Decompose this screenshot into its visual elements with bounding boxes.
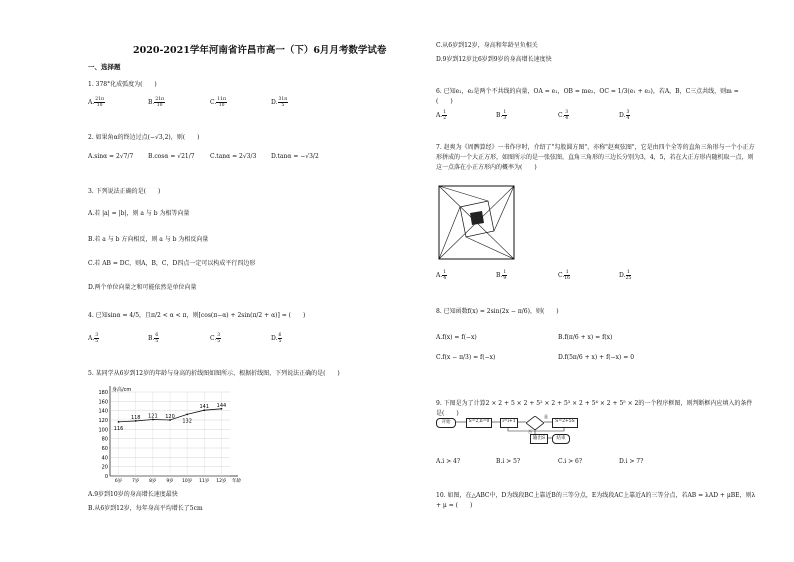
q1-option-a: A. $\frac{21\pi}{10}$ [88, 97, 104, 108]
question-10-stem: 10. 如图，在△ABC中，D为线段BC上靠近B的三等分点，E为线段AC上靠近A的三等分点，若AB = λAD + μBE，则λ + μ = ( ) [436, 492, 756, 509]
q5-option-d: D.9岁到12岁比6岁到9岁的身高增长速度快 [436, 56, 552, 63]
left-column [88, 0, 388, 562]
q4-option-a: A. $\frac{3}{5}$ [88, 333, 99, 344]
zhao-shuang-string-diagram [438, 185, 516, 261]
flow-yes-label: 是 [544, 414, 548, 419]
right-column [436, 0, 766, 562]
flow-output: 输出S [530, 434, 548, 444]
x-tick-label: 10岁 [182, 479, 193, 484]
flow-update: S=2+5S [552, 418, 578, 428]
y-tick-label: 160 [98, 399, 108, 406]
y-tick-label: 40 [101, 455, 108, 462]
question-1-stem: 1. 378°化成弧度为( ) [88, 81, 157, 88]
q7-option-c: C. $\frac{1}{16}$ [558, 270, 571, 281]
y-tick-label: 60 [101, 446, 108, 452]
q1-option-c: C. $\frac{11\pi}{10}$ [210, 97, 226, 108]
q9-option-d: D.i > 7? [619, 458, 644, 465]
q3-option-a: A.若 |a| = |b|，则 a 与 b 为相等向量 [88, 210, 190, 217]
q6-option-d: D. $\frac{3}{4}$ [619, 110, 630, 121]
flowchart [436, 414, 596, 454]
q3-option-b: B.若 a 与 b 方向相反，则 a 与 b 为相反向量 [88, 236, 209, 243]
question-2-stem: 2. 如果角α的终边过点(−√3,2)，则( ) [88, 134, 200, 141]
q8-option-b: B.f(π/6 + x) = f(x) [558, 334, 613, 341]
question-4-stem: 4. 已知sinα = 4/5，且π/2 < α < π，则[cos(π−α) + 2sin(π/2 + α)] = ( ) [88, 312, 306, 319]
data-label: 132 [182, 418, 192, 425]
y-tick-label: 120 [98, 418, 108, 424]
x-tick-label: 9岁 [166, 479, 174, 484]
question-7-stem: 7. 赵爽为《周髀算经》一书作序时，介绍了"勾股圆方图"，亦称"赵爽弦图"，它是由四个全等的直角三角形与一个小正方形拼成的一个大正方形，如图所示的是一张弦图，直角三角形的三边长分别为3，4，5，若在大正方形内随机取一点，则这一点落在小正方形内的概率为( ) [436, 144, 755, 171]
q1-option-b: B. $\frac{21\pi}{10}$ [148, 97, 165, 108]
flow-start: 开始 [436, 418, 456, 428]
q5-option-b: B.从6岁到12岁，每年身高平均增长了5cm [88, 505, 203, 512]
q9-option-c: C.i > 6? [558, 458, 583, 465]
q6-option-b: B. $\frac{1}{3}$ [496, 110, 507, 121]
x-tick-label: 11岁 [199, 479, 210, 484]
x-tick-label: 7岁 [132, 479, 140, 484]
data-label: 120 [165, 414, 175, 420]
flow-increment: i=i+1 [500, 418, 518, 428]
q8-option-a: A.f(x) = f(−x) [436, 334, 477, 341]
q5-option-a: A.9岁到10岁的身高增长速度最快 [88, 491, 178, 498]
height-line-chart [88, 378, 248, 484]
q8-option-c: C.f(x − π/3) = f(−x) [436, 354, 496, 361]
question-5-stem: 5. 某同学从6岁到12岁的年龄与身高的折线图如图所示，根据折线图，下列说法正确的是( ) [88, 370, 340, 377]
q1-option-d: D. $\frac{31\pi}{5}$ [271, 97, 288, 108]
y-axis-label: 身高/cm [112, 387, 132, 393]
x-tick-label: 8岁 [149, 479, 157, 484]
y-tick-label: 100 [98, 427, 108, 434]
q3-option-d: D.两个单位向量之和可能依然是单位向量 [88, 284, 197, 291]
flow-end: 结束 [552, 434, 570, 444]
y-tick-label: 0 [104, 474, 108, 480]
q3-option-c: C.若 AB = DC，则A，B，C，D四点一定可以构成平行四边形 [88, 260, 256, 267]
x-axis-label: 年龄 [232, 479, 241, 484]
flow-no-label: 否 [528, 429, 532, 434]
question-9-stem: 9. 下图是为了计算2 × 2 + 5 × 2 + 5² × 2 + 5³ × 2 + 5⁴ × 2 + 5⁵ × 2的一个程序框图，则判断框内应填入的条件是( ) [436, 400, 753, 417]
x-tick-label: 12岁 [216, 479, 227, 484]
data-label: 141 [199, 404, 210, 411]
x-tick-label: 6岁 [114, 479, 123, 484]
y-tick-label: 180 [98, 390, 108, 396]
data-label: 121 [148, 413, 158, 420]
flow-init: S=2,n=0 [466, 418, 492, 428]
question-8-stem: 8. 已知函数f(x) = 2sin(2x − π/6)，则( ) [436, 308, 559, 315]
data-label: 118 [130, 414, 141, 421]
q5-option-c: C.从6岁到12岁，身高和年龄呈负相关 [436, 42, 538, 49]
q2-option-c: C.tanα = 2√3/3 [210, 153, 257, 160]
q4-option-d: D. $\frac{6}{5}$ [271, 333, 282, 344]
q7-option-d: D. $\frac{1}{25}$ [619, 270, 632, 281]
question-3-stem: 3. 下列说法正确的是( ) [88, 188, 161, 195]
q7-option-b: B. $\frac{1}{9}$ [496, 270, 507, 281]
data-point [118, 421, 120, 423]
q9-option-b: B.i > 5? [496, 458, 521, 465]
q4-option-c: C. $\frac{3}{5}$ [210, 333, 221, 344]
q9-option-a: A.i > 4? [436, 458, 461, 465]
data-point [186, 414, 188, 416]
y-tick-label: 20 [101, 464, 108, 471]
y-tick-label: 140 [98, 408, 108, 415]
q2-option-d: D.tanα = −√3/2 [271, 153, 319, 160]
data-label: 116 [113, 425, 124, 432]
q2-option-b: B.cosα = √21/7 [148, 153, 195, 160]
question-6-stem: 6. 已知e₁，e₂是两个不共线的向量，OA = e₁，OB = me₂，OC = 1/3(e₁ + e₂)，若A，B，C三点共线，则m = ( ) [436, 88, 739, 105]
q6-option-a: A. $\frac{1}{2}$ [436, 110, 447, 121]
data-label: 144 [216, 402, 227, 409]
q6-option-c: C. $\frac{3}{4}$ [558, 110, 569, 121]
q8-option-d: D.f(5π/6 + x) + f(−x) = 0 [558, 354, 635, 361]
exam-title: 2020-2021学年河南省许昌市高一（下）6月月考数学试卷 [133, 45, 387, 56]
q2-option-a: A.sinα = 2√7/7 [88, 153, 134, 160]
q7-option-a: A. $\frac{1}{4}$ [436, 270, 447, 281]
y-tick-label: 80 [101, 436, 108, 443]
section-heading: 一、选择题 [88, 63, 121, 71]
q4-option-b: B. $\frac{6}{5}$ [148, 333, 159, 344]
